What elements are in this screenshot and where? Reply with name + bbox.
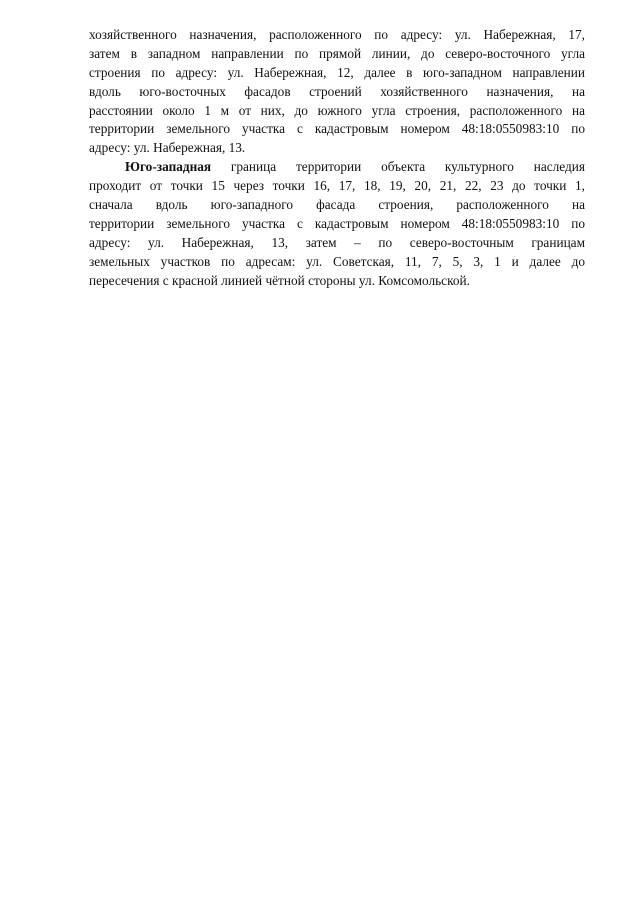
paragraph1-line-1: хозяйственного назначения, расположенного по адресу: ул. Набережная, 17, — [89, 27, 585, 42]
paragraph2-heading: Юго-западная — [125, 159, 212, 175]
paragraph1-line-6: территории земельного участка с кадастровым номером 48:18:0550983:10 по — [89, 121, 585, 137]
paragraph1-line-4: вдоль юго-восточных фасадов строений хозяйственного назначения, на — [89, 83, 585, 99]
paragraph2-line-2: проходит от точки 15 через точки 16, 17, 18, 19, 20, 21, 22, 23 до точки 1, — [89, 178, 585, 194]
paragraph1-line-5: расстоянии около 1 м от них, до южного угла строения, расположенного на — [89, 102, 585, 118]
document-body-text — [89, 26, 585, 290]
paragraph1-line-2: затем в западном направлении по прямой линии, до северо-восточного угла — [89, 45, 585, 61]
paragraph2-line-5: адресу: ул. Набережная, 13, затем – по северо-восточным границам — [89, 234, 585, 250]
paragraph1-line-7: адресу: ул. Набережная, 13. — [89, 140, 246, 156]
paragraph2-line-3: сначала вдоль юго-западного фасада строения, расположенного на — [89, 197, 585, 213]
paragraph2-line-6: земельных участков по адресам: ул. Советская, 11, 7, 5, 3, 1 и далее до — [89, 253, 585, 269]
paragraph2-first-line-rest: граница территории объекта культурного наследия — [211, 159, 585, 175]
paragraph2-first-line — [89, 158, 585, 177]
paragraph2-line-4: территории земельного участка с кадастровым номером 48:18:0550983:10 по — [89, 215, 585, 231]
paragraph2-line-7: пересечения с красной линией чётной стороны ул. Комсомольской. — [89, 272, 470, 288]
paragraph1-line-3: строения по адресу: ул. Набережная, 12, далее в юго-западном направлении — [89, 64, 585, 80]
